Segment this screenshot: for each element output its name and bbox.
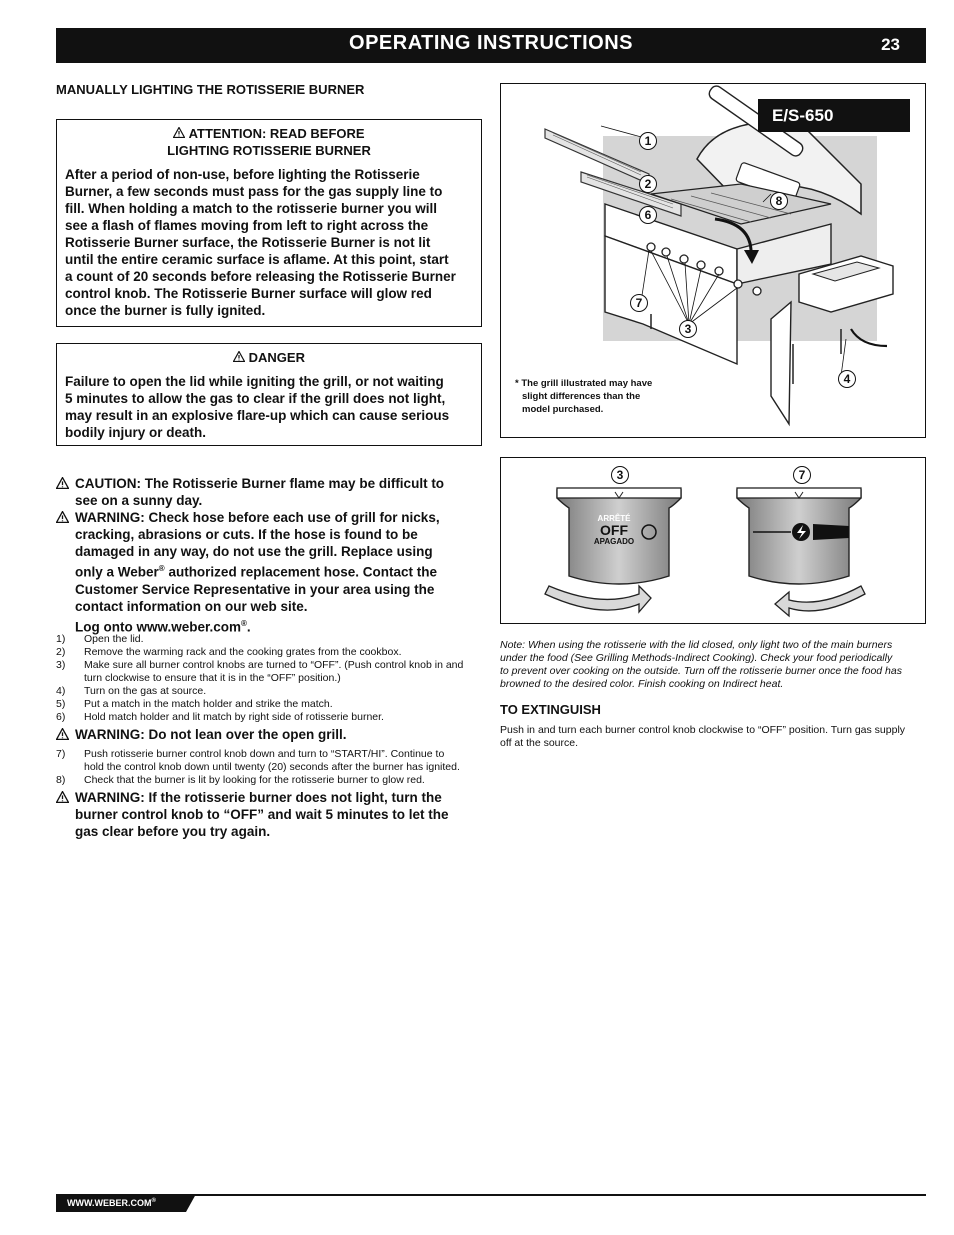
list-item: 6) Hold match holder and lit match by right side of rotisserie burner. xyxy=(56,711,384,723)
steps-list-b xyxy=(56,748,482,787)
warning-triangle-icon xyxy=(56,790,69,807)
list-item: 8) Check that the burner is lit by looking for the rotisserie burner to glow red. xyxy=(56,774,425,786)
warning-triangle-icon xyxy=(233,350,245,365)
list-item: 4) Turn on the gas at source. xyxy=(56,685,207,697)
danger-line: 5 minutes to allow the gas to clear if the grill does not light, xyxy=(65,391,446,406)
list-item: 3) Make sure all burner control knobs are turned to “OFF”. (Push control knob in and turn clockwise to ensure that it is in the “OFF” position.) xyxy=(56,659,464,684)
attention-line: once the burner is fully ignited. xyxy=(65,303,266,318)
rotisserie-note: Note: When using the rotisserie with the lid closed, only light two of the main burners under the food (See Grilling Methods-Indirect Cooking). Check your food periodically to prevent over cooking on the outside. Turn off the rotisserie burner once the food has browned to the desired color. Finish cooking on Indirect heat. xyxy=(500,639,902,690)
danger-line: may result in an explosive flare-up which can cause serious xyxy=(65,408,450,423)
callout-7: 7 xyxy=(630,294,648,312)
list-item: 1) Open the lid. xyxy=(56,633,144,645)
header-bar xyxy=(56,28,926,63)
callout-8: 8 xyxy=(770,192,788,210)
knob-illustration xyxy=(501,458,925,623)
attention-line: fill. When holding a match to the rotisserie burner you will xyxy=(65,201,438,216)
attention-box xyxy=(56,119,482,327)
extinguish-title: TO EXTINGUISH xyxy=(500,702,601,717)
warning-triangle-icon xyxy=(173,126,185,141)
page-number: 23 xyxy=(881,35,900,54)
attention-line: see a flash of flames moving from left to right across the xyxy=(65,218,429,233)
danger-line: Failure to open the lid while igniting the grill, or not waiting xyxy=(65,374,444,389)
section-title: MANUALLY LIGHTING THE ROTISSERIE BURNER xyxy=(56,82,365,97)
weber-website-link[interactable]: Log onto www.weber.com xyxy=(75,619,242,634)
attention-line: After a period of non-use, before lighting the Rotisserie xyxy=(65,167,420,182)
knob-callout-7: 7 xyxy=(793,466,811,484)
danger-line: bodily injury or death. xyxy=(65,425,207,440)
attention-title: ATTENTION: READ BEFORE LIGHTING ROTISSERIE BURNER xyxy=(167,126,371,158)
warning-triangle-icon xyxy=(56,727,69,744)
attention-line: until the entire ceramic surface is aflame. At this point, start xyxy=(65,252,449,267)
knob-off-label: ARRÊTÉ OFF APAGADO xyxy=(593,514,635,546)
attention-line: a count of 20 seconds before releasing the Rotisserie Burner xyxy=(65,269,456,284)
knob-callout-3: 3 xyxy=(611,466,629,484)
attention-line: Rotisserie Burner surface, the Rotisserie Burner is not lit xyxy=(65,235,431,250)
danger-title: DANGER xyxy=(65,349,473,366)
grill-figure xyxy=(500,83,926,438)
page-title: OPERATING INSTRUCTIONS xyxy=(349,32,633,54)
list-item: 2) Remove the warming rack and the cooking grates from the cookbox. xyxy=(56,646,402,658)
callout-2: 2 xyxy=(639,175,657,193)
warning-triangle-icon xyxy=(56,476,69,493)
model-label: E/S-650 xyxy=(758,99,910,132)
attention-line: Burner, a few seconds must pass for the gas supply line to xyxy=(65,184,443,199)
extinguish-text: Push in and turn each burner control knob clockwise to “OFF” position. Turn gas supply off at the source. xyxy=(500,724,906,749)
footer-website-link[interactable]: WWW.WEBER.COM® xyxy=(67,1198,156,1208)
figure-footnote: * The grill illustrated may have slight differences than the model purchased. xyxy=(515,378,653,415)
callout-3: 3 xyxy=(679,320,697,338)
callout-6: 6 xyxy=(639,206,657,224)
callout-4: 4 xyxy=(838,370,856,388)
callout-1: 1 xyxy=(639,132,657,150)
danger-box xyxy=(56,343,482,446)
attention-line: control knob. The Rotisserie Burner surface will glow red xyxy=(65,286,432,301)
list-item: 5) Put a match in the match holder and strike the match. xyxy=(56,698,333,710)
warning-triangle-icon xyxy=(56,510,69,527)
steps-list-a xyxy=(56,633,482,724)
knob-figure xyxy=(500,457,926,624)
list-item: 7) Push rotisserie burner control knob down and turn to “START/HI”. Continue to hold the control knob down until twenty (20) seconds after the burner has ignited. xyxy=(56,748,460,773)
